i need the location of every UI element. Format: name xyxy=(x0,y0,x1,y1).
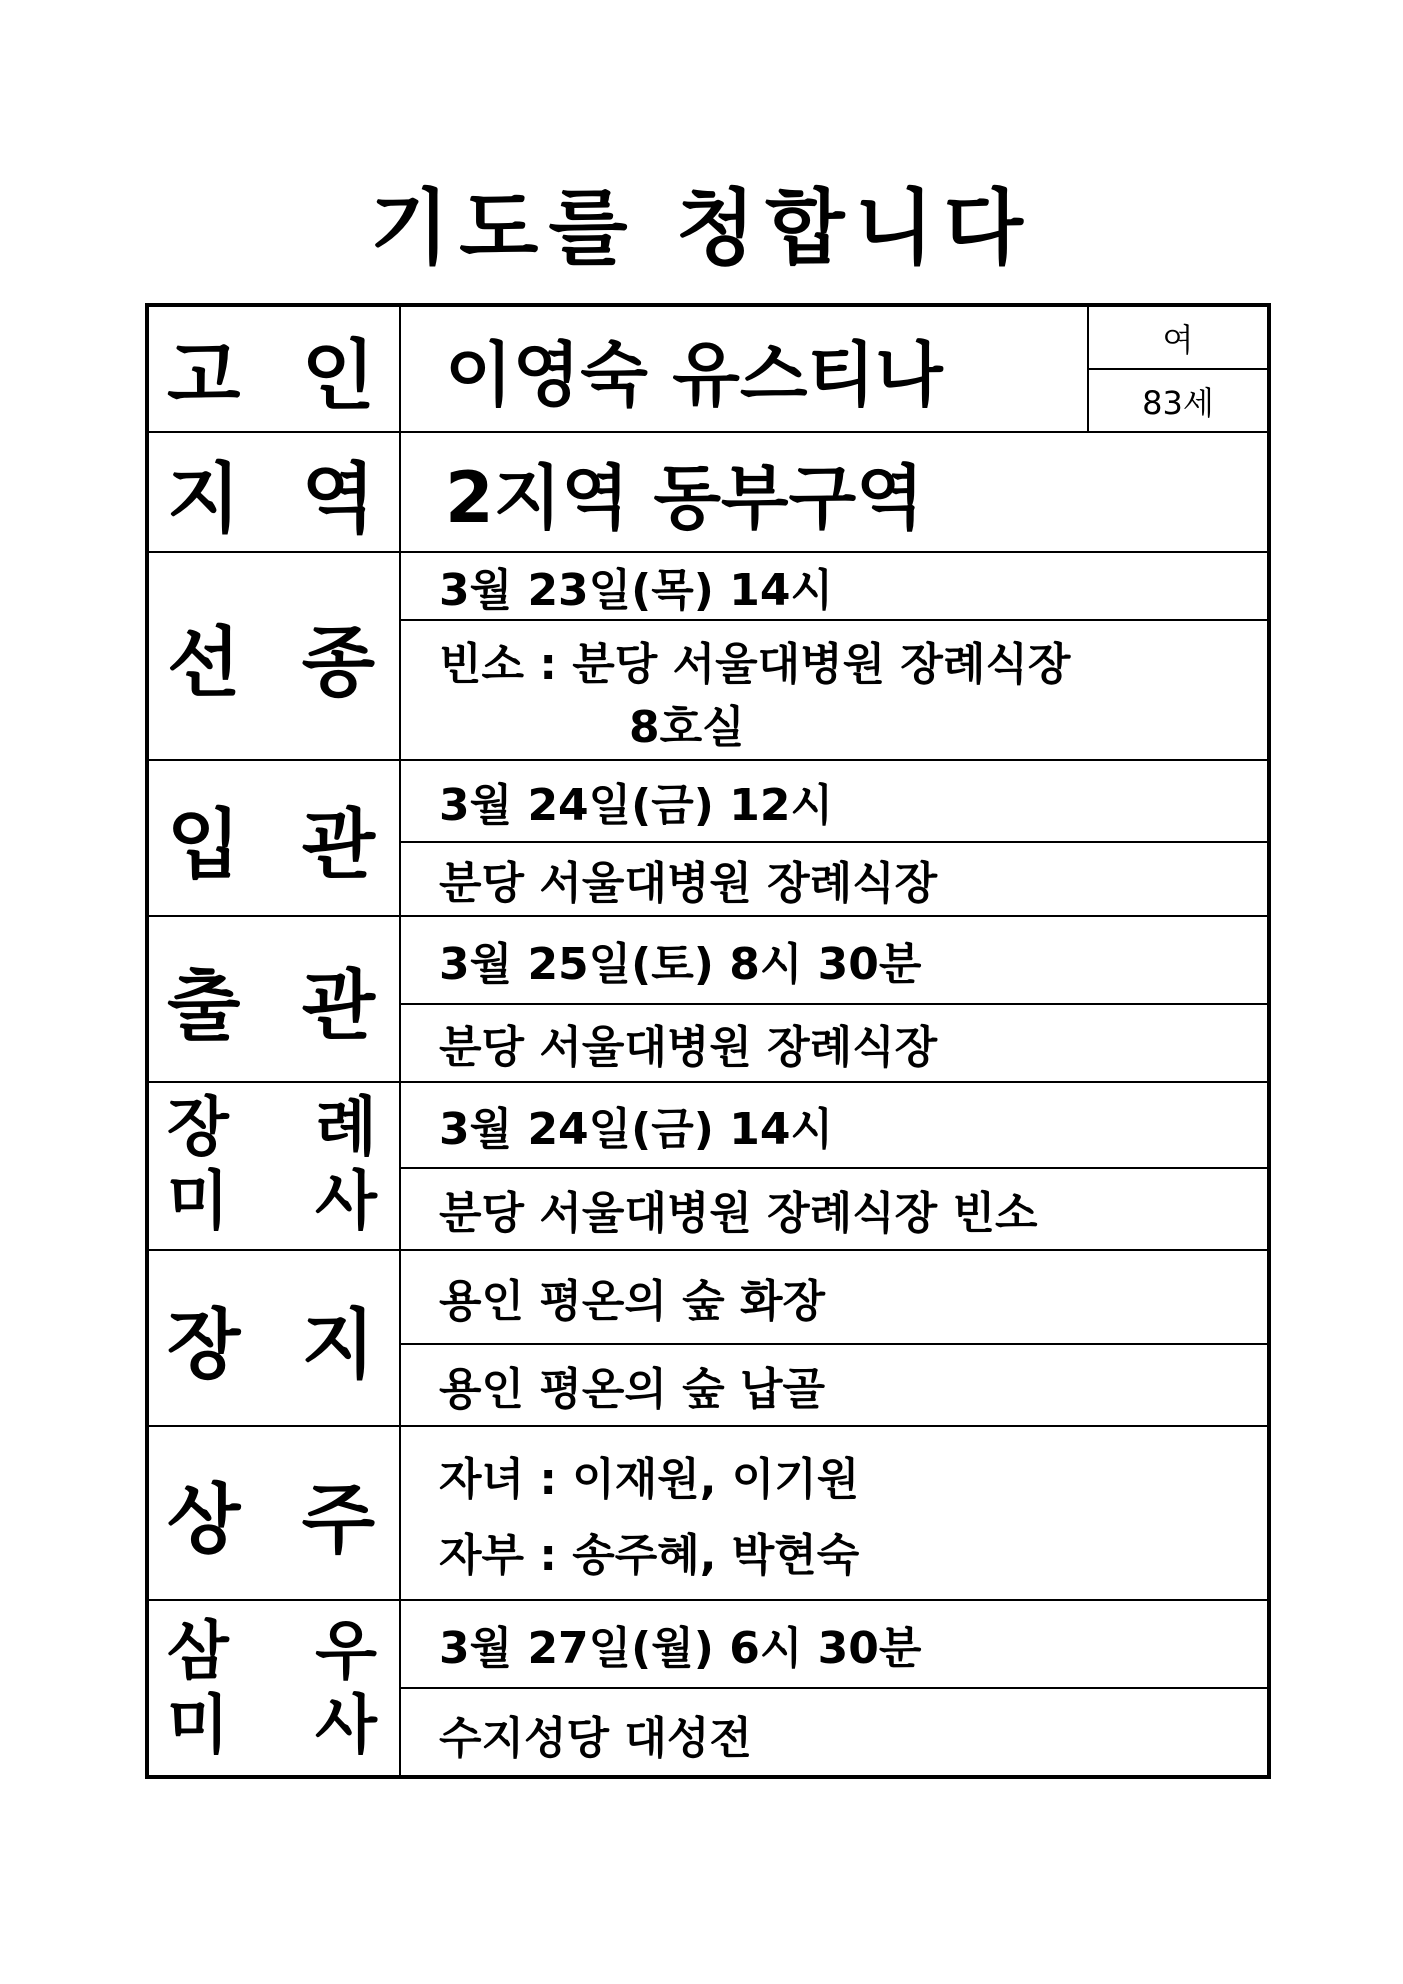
label-char: 입 xyxy=(167,799,241,889)
label-char: 인 xyxy=(301,330,375,420)
departure-datetime: 3월 25일(토) 8시 30분 xyxy=(401,917,1267,1005)
label-char: 삼 xyxy=(167,1615,229,1690)
funeral-mass-datetime: 3월 24일(금) 14시 xyxy=(401,1083,1267,1169)
label-char: 관 xyxy=(301,960,375,1050)
label-char: 장 xyxy=(167,1299,241,1389)
label-char: 고 xyxy=(167,330,241,420)
label-char: 미 xyxy=(167,1689,229,1763)
label-char: 역 xyxy=(301,453,375,543)
label-char: 종 xyxy=(301,617,375,707)
region-cell xyxy=(401,433,1267,553)
label-char: 장 xyxy=(167,1091,229,1166)
label-char: 지 xyxy=(301,1299,375,1389)
death-place-line1: 빈소 : 분당 서울대병원 장례식장 xyxy=(439,639,1071,690)
third-day-mass-cell xyxy=(401,1601,1267,1779)
death-datetime: 3월 23일(목) 14시 xyxy=(401,553,1267,621)
label-char: 미 xyxy=(167,1165,229,1239)
encoffining-datetime: 3월 24일(금) 12시 xyxy=(401,761,1267,843)
label-departure xyxy=(149,917,401,1083)
label-encoffining xyxy=(149,761,401,917)
label-char: 례 xyxy=(315,1091,377,1166)
label-char: 선 xyxy=(167,617,241,707)
chief-mourner-line1: 자녀 : 이재원, 이기원 xyxy=(439,1454,860,1505)
departure-place: 분당 서울대병원 장례식장 xyxy=(439,1022,938,1073)
label-third-day-mass xyxy=(149,1601,401,1779)
third-day-mass-place: 수지성당 대성전 xyxy=(439,1713,752,1764)
funeral-mass-place: 분당 서울대병원 장례식장 빈소 xyxy=(439,1188,1038,1239)
deceased-name: 이영숙 유스티나 xyxy=(445,333,943,416)
encoffining-cell xyxy=(401,761,1267,917)
label-chief-mourner xyxy=(149,1427,401,1601)
deceased-cell xyxy=(401,307,1267,433)
label-char: 우 xyxy=(315,1615,377,1690)
label-funeral-mass xyxy=(149,1083,401,1251)
label-char: 사 xyxy=(315,1689,377,1763)
funeral-mass-cell xyxy=(401,1083,1267,1251)
encoffining-place: 분당 서울대병원 장례식장 xyxy=(439,858,938,909)
chief-mourner-cell xyxy=(401,1427,1267,1601)
label-death xyxy=(149,553,401,761)
label-char: 주 xyxy=(301,1474,375,1564)
chief-mourner-line2: 자부 : 송주혜, 박현숙 xyxy=(439,1530,860,1581)
death-place-line2: 8호실 xyxy=(629,702,745,753)
funeral-info-table xyxy=(145,303,1271,1779)
burial-line2: 용인 평온의 숲 납골 xyxy=(439,1364,825,1415)
deceased-details xyxy=(1087,307,1267,431)
death-cell xyxy=(401,553,1267,761)
deceased-age: 83세 xyxy=(1142,383,1214,422)
label-burial xyxy=(149,1251,401,1427)
departure-cell xyxy=(401,917,1267,1083)
label-char: 지 xyxy=(167,453,241,543)
region-value: 2지역 동부구역 xyxy=(445,456,924,539)
label-char: 사 xyxy=(315,1165,377,1239)
label-region xyxy=(149,433,401,553)
deceased-gender: 여 xyxy=(1089,307,1267,370)
label-char: 상 xyxy=(167,1474,241,1564)
label-char: 관 xyxy=(301,799,375,889)
burial-line1: 용인 평온의 숲 화장 xyxy=(401,1251,1267,1345)
label-deceased xyxy=(149,307,401,433)
page-title: 기도를 청합니다 xyxy=(369,181,1034,276)
third-day-mass-datetime: 3월 27일(월) 6시 30분 xyxy=(401,1601,1267,1689)
burial-cell xyxy=(401,1251,1267,1427)
label-char: 출 xyxy=(167,960,241,1050)
